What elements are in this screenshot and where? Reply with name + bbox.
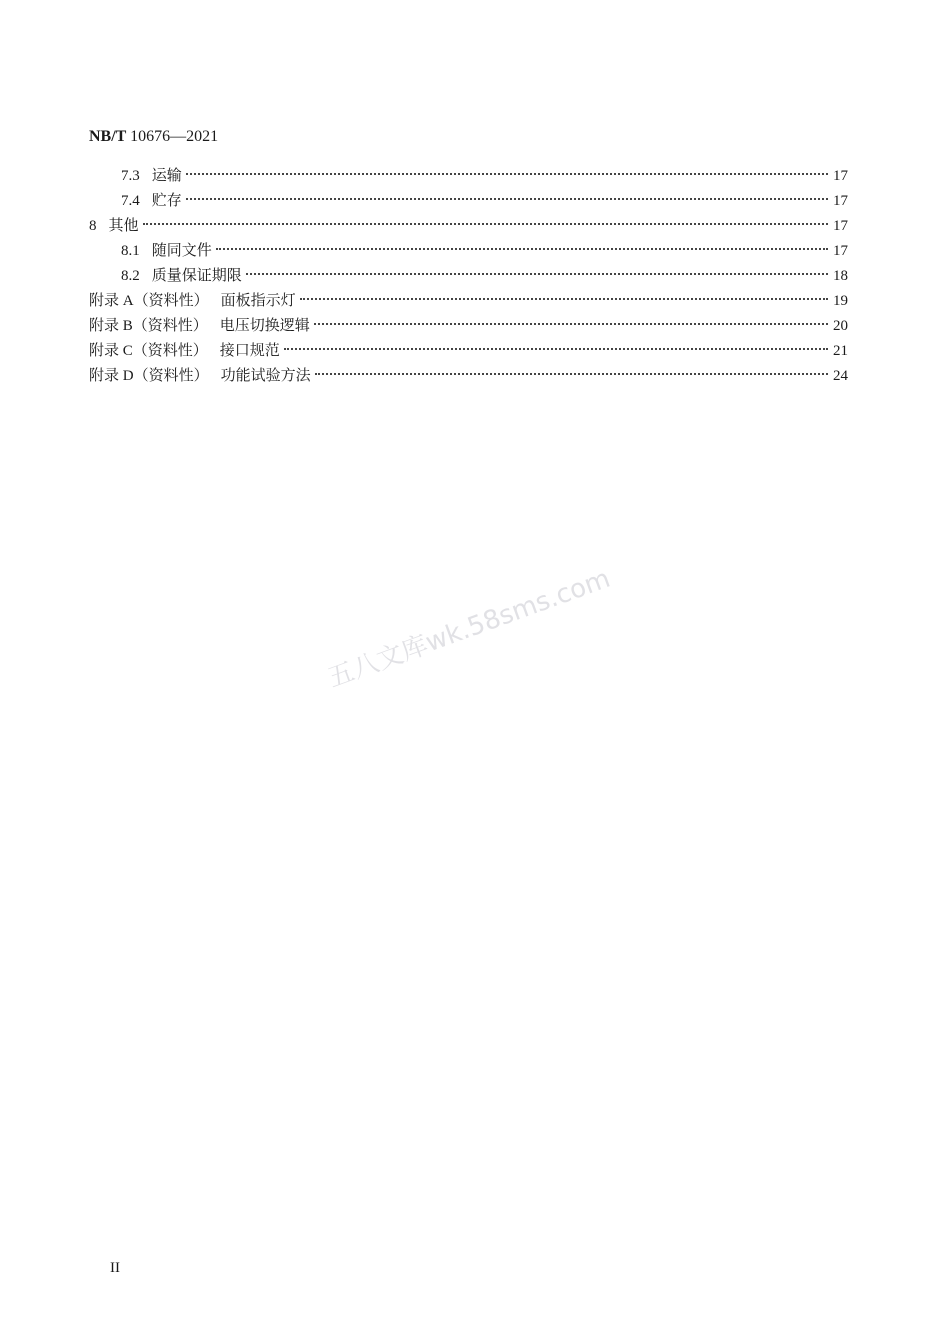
toc-entry-number: 8.2	[121, 268, 140, 284]
toc-entry-page: 18	[833, 268, 848, 284]
toc-entry-number: 附录 D（资料性）	[89, 368, 209, 384]
toc-entry-title: 电压切换逻辑	[219, 316, 310, 334]
watermark: 五八文库wk.58sms.com	[324, 563, 615, 694]
toc-dot-leader	[284, 348, 828, 350]
toc-entry-page: 17	[833, 168, 848, 184]
toc-entry[interactable]	[89, 188, 848, 213]
toc-entry-title: 贮存	[151, 191, 182, 209]
toc-dot-leader	[314, 323, 828, 325]
standard-number: 10676—2021	[130, 128, 219, 145]
toc-entry[interactable]	[89, 363, 848, 388]
toc-entry-number: 附录 C（资料性）	[89, 343, 208, 359]
toc-dot-leader	[186, 173, 828, 175]
table-of-contents	[89, 163, 848, 388]
toc-entry[interactable]	[89, 213, 848, 238]
toc-entry-page: 21	[833, 343, 848, 359]
toc-dot-leader	[246, 273, 828, 275]
toc-entry[interactable]	[89, 313, 848, 338]
toc-entry-page: 17	[833, 218, 848, 234]
toc-entry[interactable]	[89, 263, 848, 288]
toc-entry[interactable]	[89, 288, 848, 313]
toc-entry[interactable]	[89, 238, 848, 263]
toc-entry-number: 8.1	[121, 243, 140, 259]
toc-entry-title: 质量保证期限	[151, 266, 242, 284]
toc-entry-page: 19	[833, 293, 848, 309]
toc-entry-number: 8	[89, 218, 97, 234]
toc-entry-number: 7.4	[121, 193, 140, 209]
toc-entry-page: 20	[833, 318, 848, 334]
toc-entry-page: 17	[833, 193, 848, 209]
toc-dot-leader	[216, 248, 828, 250]
toc-dot-leader	[300, 298, 828, 300]
toc-entry-number: 附录 A（资料性）	[89, 293, 209, 309]
standard-prefix: NB/T	[89, 128, 127, 145]
toc-dot-leader	[315, 373, 828, 375]
toc-entry-title: 其他	[108, 216, 139, 234]
toc-entry-number: 7.3	[121, 168, 140, 184]
toc-entry-title: 功能试验方法	[220, 366, 311, 384]
toc-entry[interactable]	[89, 163, 848, 188]
toc-entry-number: 附录 B（资料性）	[89, 318, 208, 334]
toc-dot-leader	[186, 198, 828, 200]
toc-entry-title: 运输	[151, 166, 182, 184]
toc-entry-page: 17	[833, 243, 848, 259]
page-number: II	[110, 1260, 120, 1276]
toc-entry-page: 24	[833, 368, 848, 384]
toc-dot-leader	[143, 223, 828, 225]
toc-entry-title: 随同文件	[151, 241, 212, 259]
toc-entry-title: 接口规范	[219, 341, 280, 359]
toc-entry-title: 面板指示灯	[220, 291, 296, 309]
toc-entry[interactable]	[89, 338, 848, 363]
document-code	[89, 128, 218, 146]
